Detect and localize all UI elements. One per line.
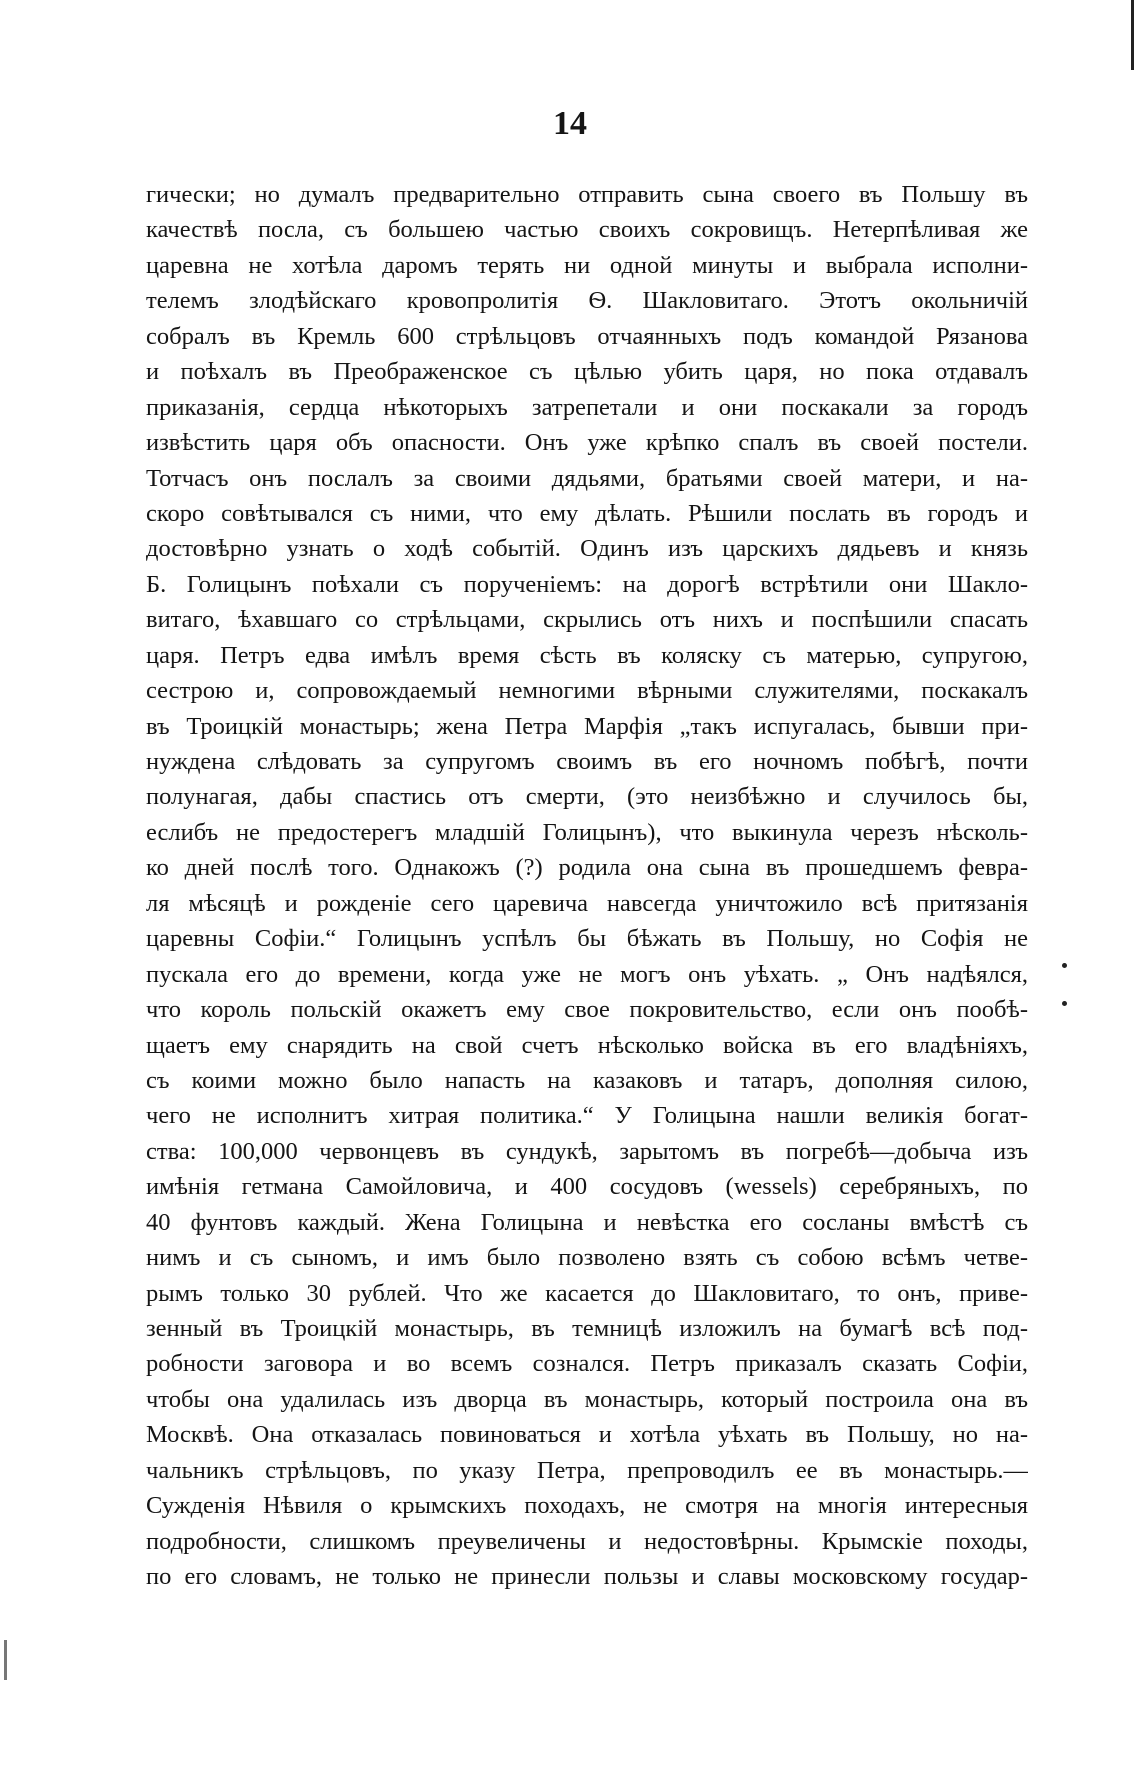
body-text <box>146 177 1028 1595</box>
text-line: гически; но думалъ предварительно отправить сына своего въ Польшу въ <box>146 181 1028 208</box>
scan-artifact <box>4 1640 7 1680</box>
text-line: робности заговора и во всемъ сознался. Петръ приказалъ сказать Софіи, <box>146 1350 1028 1378</box>
text-line: ко дней послѣ того. Однакожъ (?) родила она сына въ прошедшемъ февра- <box>146 854 1028 882</box>
text-line: въ Троицкій монастырь; жена Петра Марфія „такъ испугалась, бывши при- <box>146 712 1028 740</box>
text-line: ства: 100,000 червонцевъ въ сундукѣ, зарытомъ въ погребѣ—добыча изъ <box>146 1137 1028 1165</box>
margin-mark <box>1062 963 1067 968</box>
text-line: Сужденія Нѣвиля о крымскихъ походахъ, не смотря на многія интересныя <box>146 1492 1028 1520</box>
text-line: чтобы она удалилась изъ дворца въ монастырь, который построила она въ <box>146 1385 1028 1413</box>
text-line: извѣстить царя объ опасности. Онъ уже крѣпко спалъ въ своей постели. <box>146 429 1028 457</box>
text-line: пускала его до времени, когда уже не могъ онъ уѣхать. „ Онъ надѣялся, <box>146 960 1028 988</box>
text-line: чего не исполнитъ хитрая политика.“ У Голицына нашли великія богат- <box>146 1102 1028 1130</box>
text-line: щаетъ ему снарядить на свой счетъ нѣсколько войска въ его владѣніяхъ, <box>146 1031 1028 1059</box>
page-edge-rule <box>1131 0 1134 70</box>
text-line: съ коими можно было напасть на казаковъ и татаръ, дополняя силою, <box>146 1066 1028 1094</box>
text-line: приказанія, сердца нѣкоторыхъ затрепетали и они поскакали за городъ <box>146 393 1028 421</box>
text-line: витаго, ѣхавшаго со стрѣльцами, скрылись отъ нихъ и поспѣшили спасать <box>146 606 1028 634</box>
text-line: Б. Голицынъ поѣхали съ порученіемъ: на дорогѣ встрѣтили они Шакло- <box>146 570 1028 598</box>
text-line: скоро совѣтывался съ ними, что ему дѣлать. Рѣшили послать въ городъ и <box>146 499 1028 527</box>
text-line: Москвѣ. Она отказалась повиноваться и хотѣла уѣхать въ Польшу, но на- <box>146 1421 1028 1449</box>
text-line: подробности, слишкомъ преувеличены и недостовѣрны. Крымскіе походы, <box>146 1527 1028 1555</box>
text-line: Тотчасъ онъ послалъ за своими дядьями, братьями своей матери, и на- <box>146 464 1028 492</box>
text-line: царя. Петръ едва имѣлъ время сѣсть въ коляску съ матерью, супругою, <box>146 641 1028 669</box>
text-line: качествѣ посла, съ большею частью своихъ сокровищъ. Нетерпѣливая же <box>146 216 1028 244</box>
text-line: собралъ въ Кремль 600 стрѣльцовъ отчаянныхъ подъ командой Рязанова <box>146 322 1028 350</box>
page-number: 14 <box>553 105 587 142</box>
text-line: достовѣрно узнать о ходѣ событій. Одинъ изъ царскихъ дядьевъ и князь <box>146 535 1028 563</box>
text-line: полунагая, дабы спастись отъ смерти, (это неизбѣжно и случилось бы, <box>146 783 1028 811</box>
margin-mark <box>1062 1001 1067 1006</box>
text-line: царевна не хотѣла даромъ терять ни одной минуты и выбрала исполни- <box>146 251 1028 279</box>
text-line: по его словамъ, не только не принесли пользы и славы московскому государ- <box>146 1563 1028 1591</box>
text-line: еслибъ не предостерегъ младшій Голицынъ), что выкинула черезъ нѣсколь- <box>146 818 1028 846</box>
text-line: зенный въ Троицкій монастырь, въ темницѣ изложилъ на бумагѣ всѣ под- <box>146 1315 1028 1342</box>
text-line: рымъ только 30 рублей. Что же касается до Шакловитаго, то онъ, приве- <box>146 1279 1028 1307</box>
text-line: и поѣхалъ въ Преображенское съ цѣлью убить царя, но пока отдавалъ <box>146 358 1028 386</box>
text-line: что король польскій окажетъ ему свое покровительство, если онъ пообѣ- <box>146 996 1028 1024</box>
text-line: чальникъ стрѣльцовъ, по указу Петра, препроводилъ ее въ монастырь.— <box>146 1456 1028 1484</box>
text-line: ля мѣсяцѣ и рожденіе сего царевича навсегда уничтожило всѣ притязанія <box>146 889 1028 917</box>
text-line: имѣнія гетмана Самойловича, и 400 сосудовъ (wessels) серебряныхъ, по <box>146 1173 1028 1201</box>
text-line: царевны Софіи.“ Голицынъ успѣлъ бы бѣжать въ Польшу, но Софія не <box>146 925 1028 953</box>
text-line: 40 фунтовъ каждый. Жена Голицына и невѣстка его сосланы вмѣстѣ съ <box>146 1208 1028 1236</box>
text-line: телемъ злодѣйскаго кровопролитія Ѳ. Шакловитаго. Этотъ окольничій <box>146 287 1028 315</box>
text-line: нуждена слѣдовать за супругомъ своимъ въ его ночномъ побѣгѣ, почти <box>146 748 1028 775</box>
text-line: сестрою и, сопровождаемый немногими вѣрными служителями, поскакалъ <box>146 677 1028 705</box>
text-line: нимъ и съ сыномъ, и имъ было позволено взять съ собою всѣмъ четве- <box>146 1244 1028 1272</box>
